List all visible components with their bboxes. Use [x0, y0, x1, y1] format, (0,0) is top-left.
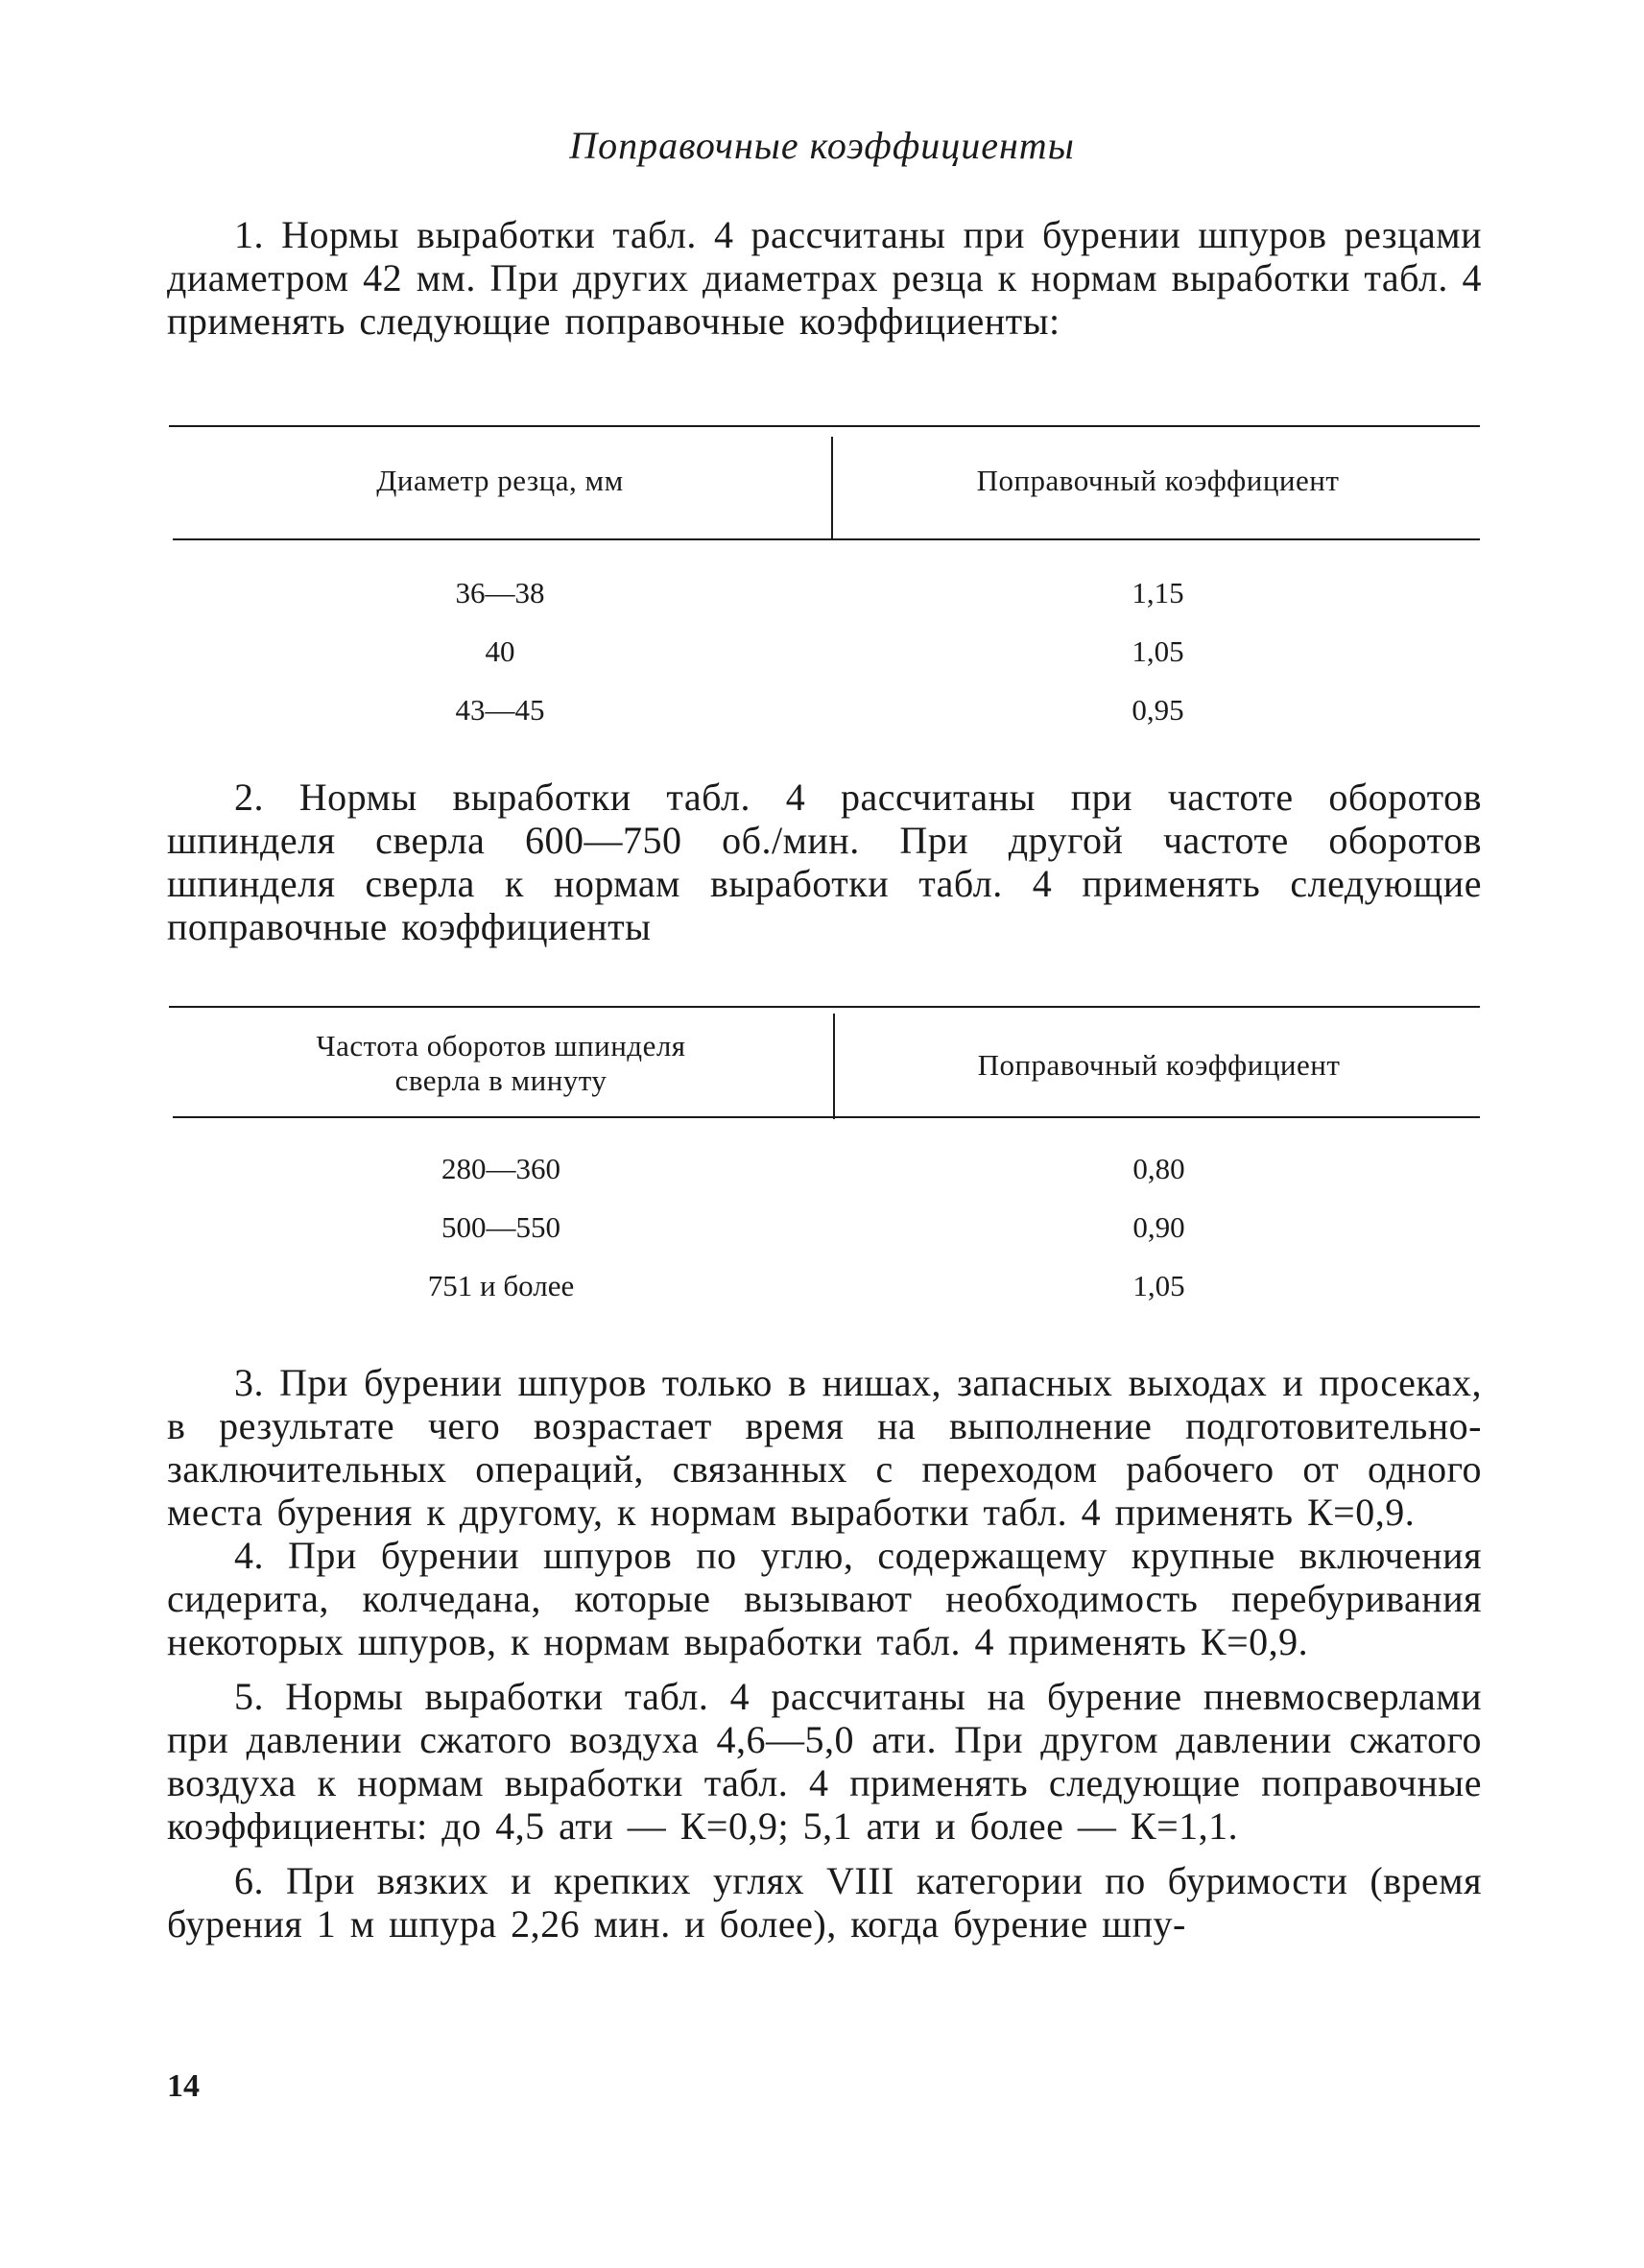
- table-2-row-3-speed: 751 и более: [427, 1269, 575, 1302]
- table-cutter-diameter: [169, 425, 1480, 732]
- paragraph-2: [167, 776, 1482, 948]
- table-1-row-3-coefficient: 0,95: [1132, 693, 1184, 727]
- table-1-row-2-diameter: 40: [485, 634, 515, 668]
- table-1-top-rule: [169, 425, 1480, 427]
- table-2-header-speed: [169, 1029, 833, 1098]
- table-1-header-rule: [173, 538, 1480, 540]
- table-2-row-1-speed: 280—360: [441, 1152, 560, 1185]
- paragraphs-3-6: [167, 1361, 1482, 1946]
- table-2-header-rule: [173, 1116, 1480, 1118]
- table-2-column-divider: [833, 1014, 835, 1119]
- table-1-row-3-diameter: 43—45: [455, 693, 545, 727]
- table-1-header-coefficient: Поправочный коэффициент: [976, 464, 1340, 497]
- page-number: 14: [167, 2068, 200, 2104]
- table-1-row-1-coefficient: 1,15: [1132, 576, 1184, 609]
- table-1-row-1-diameter: 36—38: [455, 576, 545, 609]
- table-2-row-2-speed: 500—550: [441, 1210, 560, 1244]
- table-2-top-rule: [169, 1006, 1480, 1008]
- table-2-header-speed-line-1: Частота оборотов шпинделя: [316, 1029, 686, 1062]
- paragraph-2-text: 2. Нормы выработки табл. 4 рассчитаны при частоте оборотов шпинделя сверла 600—750 об./мин. При другой частоте оборотов шпинделя сверла к нормам выработки табл. 4 применять следующие поправочные коэффициенты: [167, 776, 1482, 948]
- table-2-header-speed-line-2: сверла в минуту: [394, 1063, 608, 1097]
- paragraph-3-text: 3. При бурении шпуров только в нишах, запасных выходах и просеках, в результате чего возрастает время на выполнение подготовительно-заключительных операций, связанных с переходом рабочего от одного места бурения к другому, к нормам выработки табл. 4 применять К=0,9.: [167, 1361, 1482, 1534]
- paragraph-4-text: 4. При бурении шпуров по углю, содержащему крупные включения сидерита, колчедана, которые вызывают необходимость перебуривания некоторых шпуров, к нормам выработки табл. 4 применять К=0,9.: [167, 1534, 1482, 1663]
- paragraph-5-text: 5. Нормы выработки табл. 4 рассчитаны на бурение пневмосверлами при давлении сжатого воздуха 4,6—5,0 ати. При другом давлении сжатого воздуха к нормам выработки табл. 4 применять следующие поправочные коэффициенты: до 4,5 ати — К=0,9; 5,1 ати и более — К=1,1.: [167, 1675, 1482, 1848]
- table-1-row-2-coefficient: 1,05: [1132, 634, 1184, 668]
- table-spindle-speed: [169, 1006, 1480, 1323]
- table-1-header-diameter: Диаметр резца, мм: [376, 464, 624, 497]
- section-heading: Поправочные коэффициенты: [569, 124, 1075, 167]
- table-1-column-divider: [831, 437, 833, 540]
- paragraph-1-text: 1. Нормы выработки табл. 4 рассчитаны при бурении шпуров резцами диаметром 42 мм. При других диаметрах резца к нормам выработки табл. 4 применять следующие поправочные коэффициенты:: [167, 213, 1482, 343]
- paragraph-6-text: 6. При вязких и крепких углях VIII категории по буримости (время бурения 1 м шпура 2,26 мин. и более), когда бурение шпу-: [167, 1859, 1482, 1946]
- table-2-header-coefficient: Поправочный коэффициент: [977, 1048, 1341, 1082]
- table-2-row-2-coefficient: 0,90: [1132, 1210, 1185, 1244]
- table-2-row-1-coefficient: 0,80: [1132, 1152, 1185, 1185]
- table-2-row-3-coefficient: 1,05: [1132, 1269, 1185, 1302]
- paragraph-1: [167, 213, 1482, 343]
